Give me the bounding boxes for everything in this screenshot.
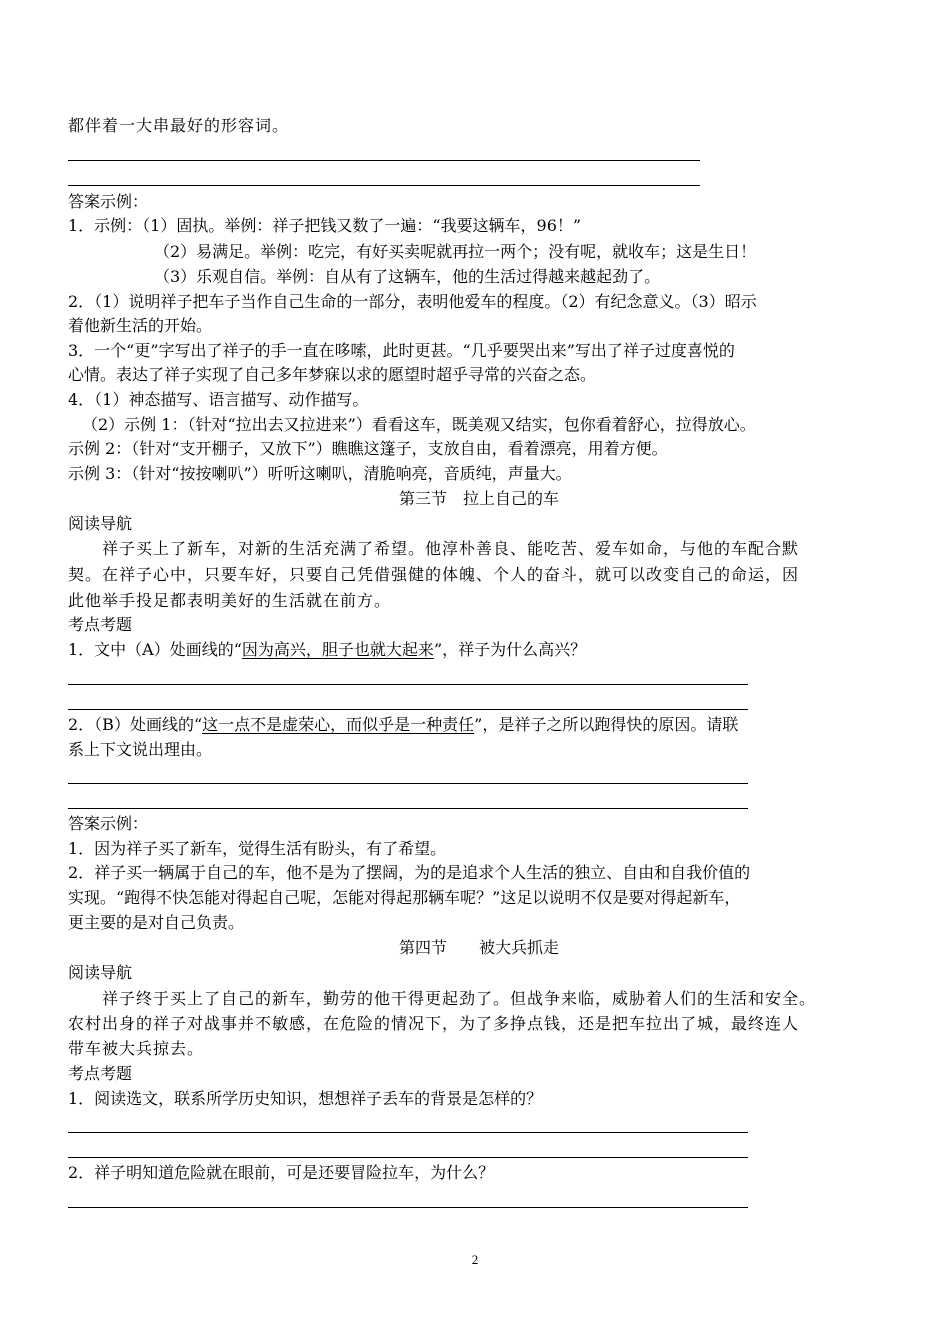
section3-answer-1: 1．因为祥子买了新车，觉得生活有盼头，有了希望。 (68, 839, 447, 858)
q1-underlined-quote: 因为高兴，胆子也就大起来 (241, 640, 434, 659)
section3-guide-line2: 契。在祥子心中，只要车好，只要自己凭借强健的体魄、个人的奋斗，就可以改变自己的命运，因 (68, 565, 800, 584)
section3-guide-label: 阅读导航 (68, 514, 133, 533)
section3-exam-label: 考点考题 (68, 615, 133, 634)
answer-4-3: 示例 2：（针对“支开棚子，又放下”）瞧瞧这篷子，支放自由，看着漂亮，用着方便。 (68, 439, 668, 458)
answer-1-2: （2）易满足。举例：吃完，有好买卖呢就再拉一两个；没有呢，就收车；这是生日！ (154, 242, 757, 261)
answer-line (68, 709, 748, 710)
answer-4-1: 4．（1）神态描写、语言描写、动作描写。 (68, 390, 369, 409)
answer-3-line1: 3．一个“更”字写出了祥子的手一直在哆嗦，此时更甚。“几乎要哭出来”写出了祥子过度喜悦的 (68, 341, 735, 360)
section3-answer-2-line2: 实现。“跑得不快怎能对得起自己呢，怎能对得起那辆车呢？”这足以说明不仅是要对得起新车， (68, 888, 741, 907)
answers-heading: 答案示例： (68, 192, 149, 211)
answer-1-3: （3）乐观自信。举例：自从有了这辆车，他的生活过得越来越起劲了。 (154, 267, 661, 286)
section4-title: 第四节 被大兵抓走 (398, 938, 559, 957)
answer-4-4: 示例 3：（针对“按按喇叭”）听听这喇叭，清脆响亮，音质纯，声量大。 (68, 464, 572, 483)
q1-prefix: 1．文中（A）处画线的“ (68, 640, 242, 659)
answer-2-line2: 着他新生活的开始。 (68, 316, 213, 335)
answer-line (68, 1207, 748, 1208)
section3-guide-line3: 此他举手投足都表明美好的生活就在前方。 (68, 591, 392, 610)
q2-suffix: ”，是祥子之所以跑得快的原因。请联 (474, 715, 739, 734)
section3-answers-heading: 答案示例： (68, 814, 149, 833)
section4-guide-line3: 带车被大兵掠去。 (68, 1039, 205, 1058)
answer-1: 1．示例：（1）固执。举例：祥子把钱又数了一遍：“我要这辆车，96！” (68, 216, 582, 235)
q2-prefix: 2．（B）处画线的“ (68, 715, 203, 734)
section3-question-2 (68, 713, 738, 737)
section4-exam-label: 考点考题 (68, 1064, 133, 1083)
answer-line (68, 1132, 748, 1133)
answer-line (68, 808, 748, 809)
answer-line (68, 160, 700, 161)
section3-question-1 (68, 638, 586, 662)
answer-line (68, 684, 748, 685)
answer-line (68, 185, 700, 186)
q2-underlined-quote: 这一点不是虚荣心，而似乎是一种责任 (202, 715, 475, 734)
section4-question-2: 2．祥子明知道危险就在眼前，可是还要冒险拉车，为什么？ (68, 1163, 495, 1182)
section3-answer-2-line1: 2．祥子买一辆属于自己的车，他不是为了摆阔，为的是追求个人生活的独立、自由和自我价值的 (68, 863, 751, 882)
section3-answer-2-line3: 更主要的是对自己负责。 (68, 913, 245, 932)
answer-line (68, 783, 748, 784)
answer-4-2: （2）示例 1：（针对“拉出去又拉进来”）看看这车，既美观又结实，包你看着舒心，拉得放心。 (82, 415, 756, 434)
q1-suffix: ”，祥子为什么高兴？ (433, 640, 587, 659)
answer-3-line2: 心情。表达了祥子实现了自己多年梦寐以求的愿望时超乎寻常的兴奋之态。 (68, 365, 597, 384)
lead-text: 都伴着一大串最好的形容词。 (68, 116, 290, 135)
section4-guide-line1: 祥子终于买上了自己的新车，勤劳的他干得更起劲了。但战争来临，威胁着人们的生活和安全。 (102, 989, 817, 1008)
section3-guide-line1: 祥子买上了新车，对新的生活充满了希望。他淳朴善良、能吃苦、爱车如命，与他的车配合默 (102, 539, 800, 558)
section4-question-1: 1．阅读选文，联系所学历史知识，想想祥子丢车的背景是怎样的？ (68, 1089, 543, 1108)
answer-2-line1: 2．（1）说明祥子把车子当作自己生命的一部分，表明他爱车的程度。（2）有纪念意义。（3）昭示 (68, 292, 757, 311)
answer-line (68, 1157, 748, 1158)
section4-guide-line2: 农村出身的祥子对战事并不敏感，在危险的情况下，为了多挣点钱，还是把车拉出了城，最终连人 (68, 1014, 800, 1033)
page-number: 2 (471, 1252, 479, 1267)
section4-guide-label: 阅读导航 (68, 963, 133, 982)
section3-question-2-line2: 系上下文说出理由。 (68, 740, 213, 759)
section3-title: 第三节 拉上自己的车 (398, 489, 559, 508)
